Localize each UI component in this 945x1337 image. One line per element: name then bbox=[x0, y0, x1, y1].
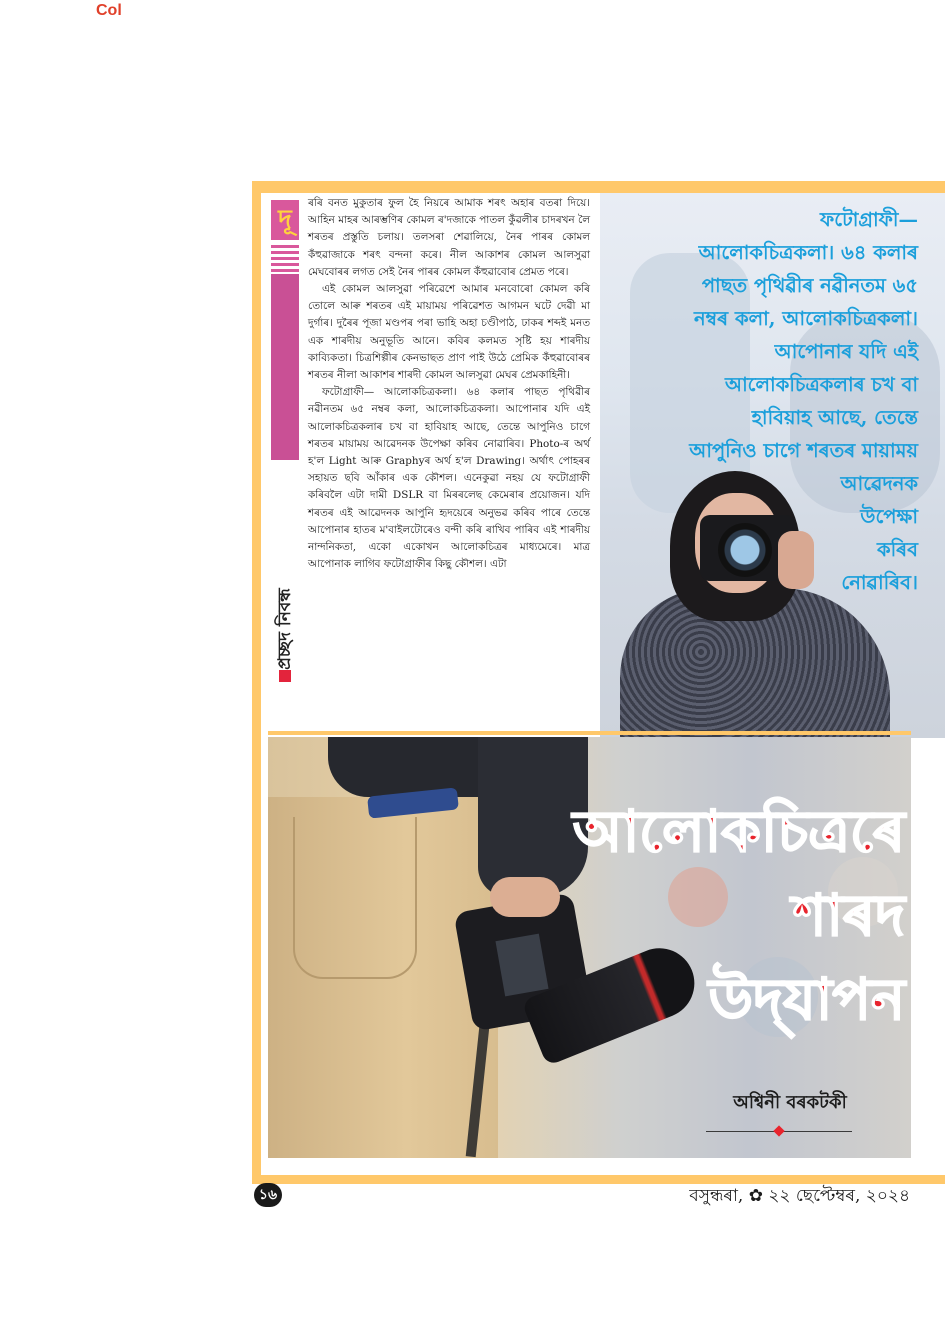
pull-quote-line: নোৱাৰিব। bbox=[841, 571, 918, 594]
article-paragraph: এই কোমল আলসুৱা পৰিৱেশে আমাৰ মনবোৰো কোমল কৰি তোলে আৰু শৰতৰ এই মায়াময় পৰিৱেশত আগমন ঘটে দেৱী মা দুৰ্গাৰ। দুৰৈৰ পূজা মণ্ডপৰ পৰা ভাহি অহা চণ্ডীপাঠ, ঢাকৰ শব্দই মনত এক শাৰদীয় অনুভূতি আনে। কবিৰ কলমত সৃষ্টি হয় শাৰদীয় কাব্যিকতা। চিত্ৰশিল্পীৰ কেনভাছত প্ৰাণ পাই উঠে প্ৰেমিক কঁহুৱাবোৰৰ শৰতৰ নীলা আকাশৰ শাৰদী কোমল আলসুৱা মেঘৰ প্ৰেমকাহিনী। bbox=[308, 283, 590, 382]
section-divider bbox=[268, 731, 911, 735]
pull-quote bbox=[606, 203, 918, 599]
corner-mark: Col bbox=[96, 2, 122, 19]
article-body bbox=[308, 195, 590, 573]
pull-quote-line: আৱেদনক bbox=[840, 472, 918, 495]
pull-quote-line: কৰিব bbox=[876, 538, 918, 561]
pull-quote-line: আলোকচিত্ৰকলাৰ চখ বা bbox=[724, 373, 918, 396]
headline-line: আলোকচিত্ৰৰে bbox=[572, 798, 905, 865]
pull-quote-line: আপোনাৰ যদি এই bbox=[774, 340, 918, 363]
page-number: ১৬ bbox=[254, 1183, 282, 1207]
photo-pocket bbox=[293, 817, 417, 979]
article-paragraph: ৰৰি বনত মুকুতাৰ ফুল হৈ নিয়ৰে আমাক শৰৎ অহাৰ বতৰা দিয়ে। আহিন মাহৰ আৰম্ভণিৰ কোমল ৰ'দজাকে পাতল কুঁৱলীৰ চাদৰখন লৈ শৰতৰ প্ৰস্তুতি চলায়। তলসৰা শেৱালিয়ে, নৈৰ পাৰৰ কোমল কঁহুৱাজাকে শৰৎ বন্দনা কৰে। নীল আকাশৰ কোমল আলসুৱা মেঘবোৰৰ লগত সেই নৈৰ পাৰৰ কোমল কঁহুৱাবোৰ প্ৰেমত পৰে। bbox=[308, 197, 590, 278]
pull-quote-line: আপুনিও চাগে শৰতৰ মায়াময় bbox=[689, 439, 918, 462]
pull-quote-line: আলোকচিত্ৰকলা। ৬৪ কলাৰ bbox=[698, 241, 918, 264]
photo-hand bbox=[490, 877, 560, 917]
headline bbox=[555, 790, 905, 1042]
drop-initial: দূ bbox=[271, 200, 299, 240]
footer-masthead bbox=[560, 1183, 910, 1211]
photo-trousers bbox=[268, 797, 498, 1158]
section-marker bbox=[279, 670, 291, 682]
pull-quote-line: নম্বৰ কলা, আলোকচিত্ৰকলা। bbox=[694, 307, 918, 330]
issue-date: ২২ ছেপ্টেম্বৰ, ২০২৪ bbox=[768, 1186, 910, 1206]
sidebar-stripes bbox=[271, 242, 299, 272]
camera-screen-icon bbox=[495, 934, 548, 997]
pull-quote-line: উপেক্ষা bbox=[860, 505, 918, 528]
section-label: প্ৰচ্ছদ নিবন্ধ bbox=[275, 588, 295, 670]
article-paragraph: ফটোগ্ৰাফী— আলোকচিত্ৰকলা। ৬৪ কলাৰ পাছত পৃথিৱীৰ নৱীনতম ৬৫ নম্বৰ কলা, আলোকচিত্ৰকলা। আপোনাৰ যদি এই আলোকচিত্ৰকলাৰ চখ বা হাবিয়াহ আছে, তেন্তে আপুনিও চাগে শৰতৰ মায়াময় আৱেদনক উপেক্ষা কৰিব নোৱাৰিব। Photo-ৰ অৰ্থ হ'ল Light আৰু Graphyৰ অৰ্থ হ'ল Drawing। অৰ্থাৎ পোহৰৰ সহায়ত ছবি আঁকাৰ এক কৌশল। এনেকুৱা নহয় যে ফটোগ্ৰাফী কৰিবলৈ এটা দামী DSLR বা মিৰৰলেছ কেমেৰাৰ প্ৰয়োজন। যদি শৰতৰ এই আৱেদনক আপুনি হৃদয়েৰে অনুভৱ কৰিব পাৰে তেন্তে আপোনাৰ হাতৰ ম'বাইলটোৰেও বন্দী কৰি ৰাখিব পাৰিব এই শাৰদীয় নান্দনিকতা, একো একোখন আলোকচিত্ৰৰ মাধ্যমেৰে। মাত্ৰ আপোনাক লাগিব ফটোগ্ৰাফীৰ কিছু কৌশল। এটা bbox=[308, 386, 590, 571]
publication-name: বসুন্ধৰা, bbox=[689, 1186, 744, 1206]
pull-quote-line: হাবিয়াহ আছে, তেন্তে bbox=[751, 406, 918, 429]
sidebar-color-bar bbox=[271, 274, 299, 460]
flourish-icon: ✿ bbox=[748, 1186, 763, 1206]
pull-quote-line: ফটোগ্ৰাফী— bbox=[820, 208, 918, 231]
headline-line: শাৰদ bbox=[792, 882, 905, 949]
author-byline: অশ্বিনী বৰকটকী bbox=[733, 1092, 847, 1113]
headline-line: উদ্‌যাপন bbox=[708, 966, 905, 1033]
pull-quote-line: পাছত পৃথিৱীৰ নৱীনতম ৬৫ bbox=[701, 274, 918, 297]
